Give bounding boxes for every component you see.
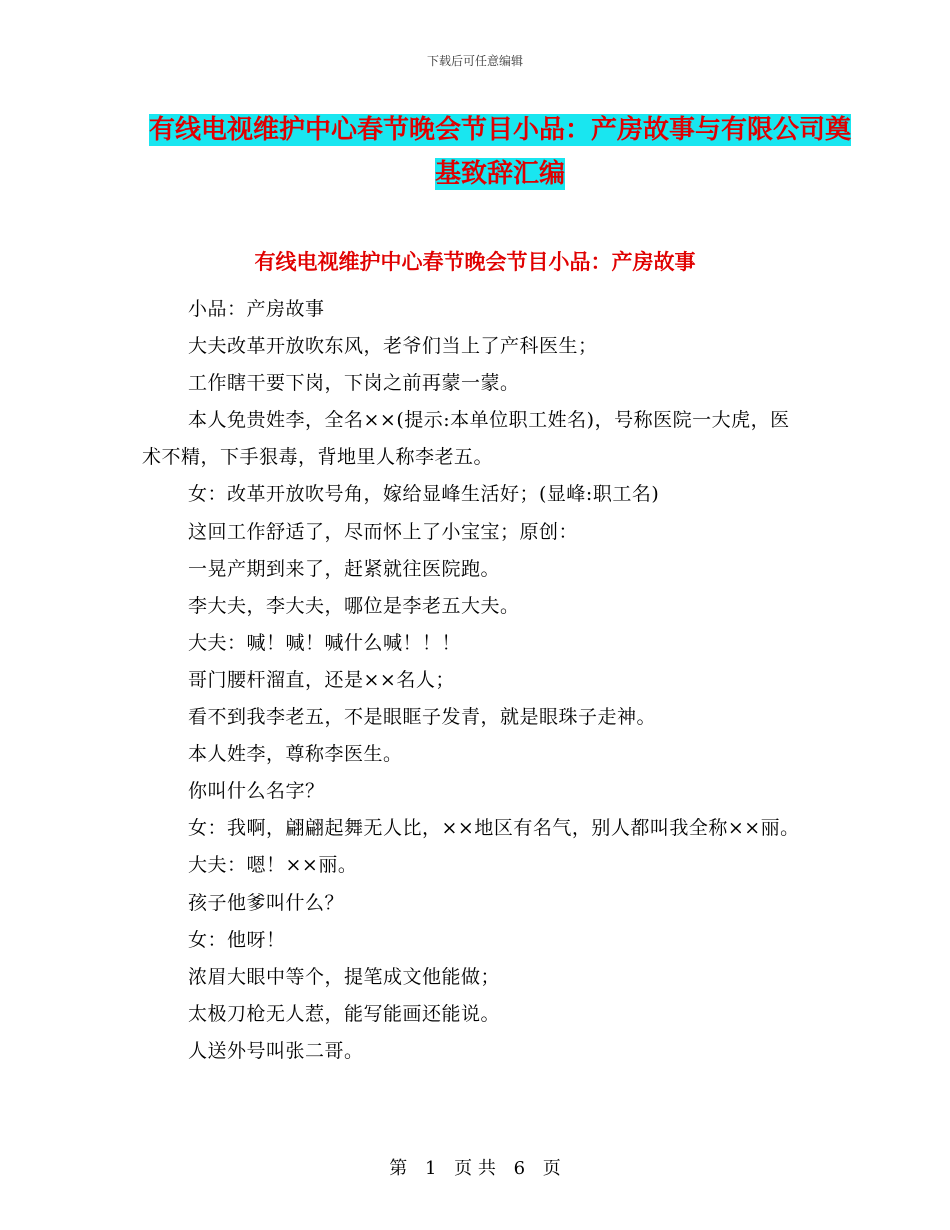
paragraph: 本人免贵姓李，全名××(提示:本单位职工姓名)，号称医院一大虎，医术不精，下手狠毒，背地里人称李老五。	[142, 409, 790, 469]
paragraph: 太极刀枪无人惹，能写能画还能说。	[188, 1002, 501, 1025]
paragraph: 小品：产房故事	[188, 298, 325, 320]
paragraph: 一晃产期到来了，赶紧就往医院跑。	[188, 557, 501, 580]
paragraph: 大夫改革开放吹东风，老爷们当上了产科医生；	[188, 335, 598, 358]
paragraph: 大夫：嗯！××丽。	[188, 854, 358, 877]
footer-suffix: 页	[542, 1158, 561, 1179]
paragraph: 孩子他爹叫什么？	[188, 891, 345, 914]
footer-page-number: 1	[424, 1158, 437, 1179]
section-title: 有线电视维护中心春节晚会节目小品：产房故事	[254, 250, 696, 274]
document-title	[140, 108, 860, 196]
footer-prefix: 第	[389, 1158, 408, 1179]
paragraph: 女：改革开放吹号角，嫁给显峰生活好；(显峰:职工名)	[188, 483, 660, 506]
paragraph: 大夫：喊！喊！喊什么喊！！！	[188, 631, 462, 654]
footer-total-pages: 6	[513, 1158, 526, 1179]
paragraph: 本人姓李，尊称李医生。	[188, 743, 403, 766]
paragraph: 女：他呀！	[188, 928, 286, 951]
body-text	[142, 291, 808, 1070]
paragraph: 你叫什么名字？	[188, 780, 325, 803]
paragraph: 李大夫，李大夫，哪位是李老五大夫。	[188, 594, 520, 617]
paragraph: 看不到我李老五，不是眼眶子发青，就是眼珠子走神。	[188, 706, 657, 729]
paragraph: 工作瞎干要下岗，下岗之前再蒙一蒙。	[188, 372, 520, 395]
paragraph: 哥门腰杆溜直，还是××名人；	[188, 668, 455, 691]
paragraph: 这回工作舒适了，尽而怀上了小宝宝；原创：	[188, 520, 579, 543]
paragraph: 女：我啊，翩翩起舞无人比，××地区有名气，别人都叫我全称××丽。	[188, 817, 800, 840]
paragraph: 浓眉大眼中等个，提笔成文他能做；	[188, 965, 501, 988]
header-note: 下载后可任意编辑	[426, 54, 523, 68]
page-footer	[0, 1154, 950, 1180]
footer-mid: 页 共	[454, 1158, 496, 1179]
document-title-text: 有线电视维护中心春节晚会节目小品：产房故事与有限公司奠基致辞汇编	[148, 115, 851, 189]
paragraph: 人送外号叫张二哥。	[188, 1039, 364, 1062]
